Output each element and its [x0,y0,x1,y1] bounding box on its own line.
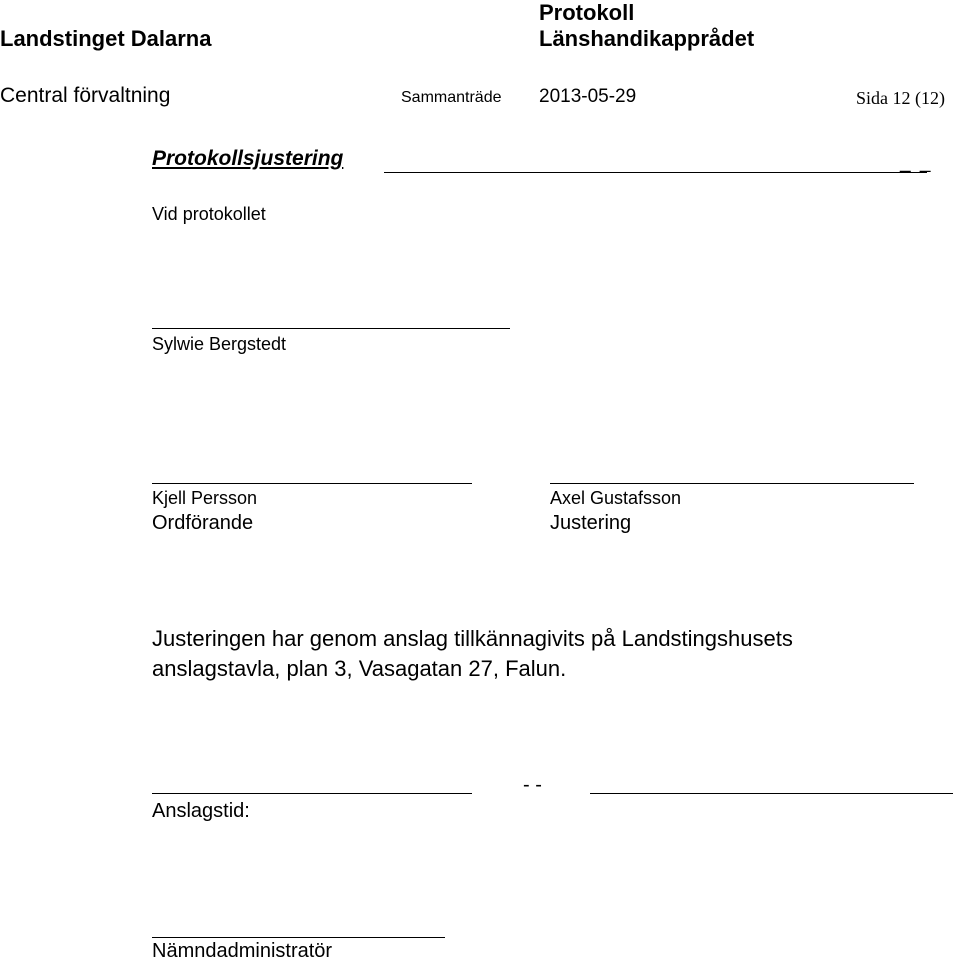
document-type: Protokoll [539,0,635,25]
page-number: Sida 12 (12) [856,88,945,108]
adjuster-name: Axel Gustafsson [550,488,682,508]
announcement-line-1: Justeringen har genom anslag tillkännagivits på Landstingshusets [152,626,793,651]
section-title: Protokollsjustering [152,147,344,170]
intro-text: Vid protokollet [152,204,266,224]
chair-name: Kjell Persson [152,488,258,508]
meeting-date: 2013-05-29 [539,86,637,107]
meeting-label: Sammanträde [401,89,502,106]
administrator-signature-line [152,937,445,938]
secretary-name: Sylwie Bergstedt [152,334,287,354]
chair-signature-line [152,483,472,484]
chair-role: Ordförande [152,512,254,534]
organization-name: Landstinget Dalarna [0,26,212,51]
adjuster-role: Justering [550,512,632,534]
department-name: Central förvaltning [0,84,171,107]
heading-trailing-mark: _ _ [900,152,933,173]
administrator-title: Nämndadministratör [152,940,333,962]
posting-separator: - - [523,774,542,796]
secretary-signature-line [152,328,510,329]
adjuster-signature-line [550,483,914,484]
committee-name: Länshandikapprådet [539,26,755,51]
posting-end-line [590,793,953,794]
posting-start-line [152,793,472,794]
posting-label: Anslagstid: [152,800,250,822]
announcement-line-2: anslagstavla, plan 3, Vasagatan 27, Falun. [152,656,567,681]
heading-underline [384,172,927,173]
